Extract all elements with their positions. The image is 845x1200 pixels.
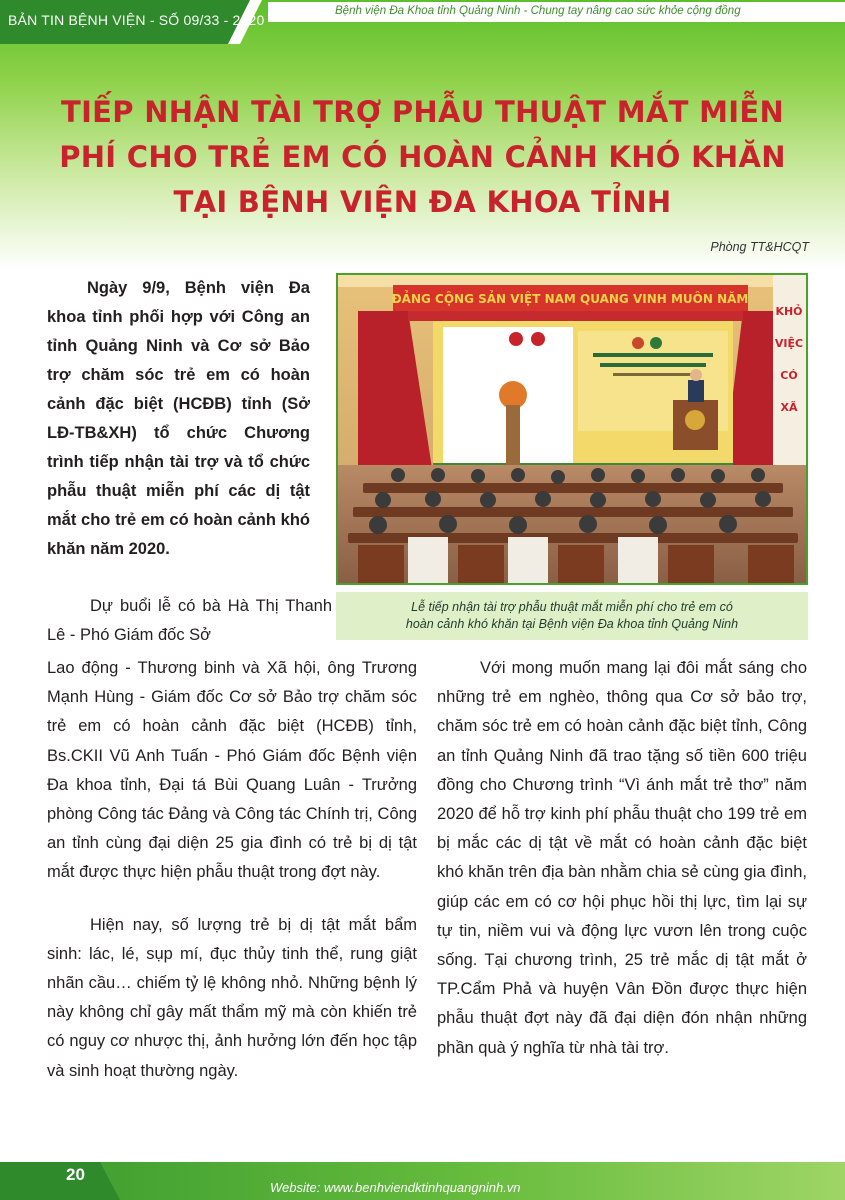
footer-website: Website: www.benhviendktinhquangninh.vn: [270, 1180, 521, 1195]
caption-line-2: hoàn cảnh khó khăn tại Bệnh viện Đa khoa tỉnh Quảng Ninh: [405, 617, 739, 631]
paragraph-1-continued: Lao động - Thương binh và Xã hội, ông Trương Mạnh Hùng - Giám đốc Cơ sở Bảo trợ chăm sóc trẻ em có hoàn cảnh đặc biệt (HCĐB) tỉnh, Bs.CKII Vũ Anh Tuấn - Phó Giám đốc Bệnh viện Đa khoa tỉnh, Đại tá Bùi Quang Luân - Trưởng phòng Công tác Đảng và Công tác Chính trị, Công an tỉnh cùng đại diện 25 gia đình có trẻ bị dị tật mắt được thực hiện phẫu thuật trong đợt này.: [47, 659, 417, 882]
paragraph-1-start: Dự buổi lễ có bà Hà Thị Thanh Lê - Phó Giám đốc Sở: [47, 597, 332, 644]
article-lead: Ngày 9/9, Bệnh viện Đa khoa tỉnh phối hợp với Công an tỉnh Quảng Ninh và Cơ sở Bảo trợ chăm sóc trẻ em có hoàn cảnh đặc biệt (HCĐB) tỉnh (Sở LĐ-TB&XH) tổ chức Chương trình tiếp nhận tài trợ và tổ chức phẫu thuật miễn phí các dị tật mắt cho trẻ em có hoàn cảnh khó khăn năm 2020.: [47, 279, 310, 558]
photo-banner-text: ĐẢNG CỘNG SẢN VIỆT NAM QUANG VINH MUÔN NĂM: [391, 292, 749, 306]
article-byline: Phòng TT&HCQT: [710, 240, 809, 254]
header-tagline: Bệnh viện Đa Khoa tỉnh Quảng Ninh - Chung tay nâng cao sức khỏe cộng đồng: [335, 5, 741, 17]
page-number: 20: [66, 1165, 85, 1184]
event-photo-illustration: [338, 275, 806, 583]
paragraph-3: Với mong muốn mang lại đôi mắt sáng cho những trẻ em nghèo, thông qua Cơ sở bảo trợ, chăm sóc trẻ em có hoàn cảnh đặc biệt tỉnh, Công an tỉnh Quảng Ninh đã trao tặng số tiền 600 triệu đồng cho Chương trình “Vì ánh mắt trẻ thơ” năm 2020 để hỗ trợ kinh phí phẫu thuật cho 199 trẻ em bị mắc các dị tật về mắt có hoàn cảnh đặc biệt khó khăn trên địa bàn nhằm chia sẻ cùng gia đình, giúp các em có cơ hội phục hồi thị lực, tìm lại sự tự tin, niềm vui và động lực vươn lên trong cuộc sống. Tại chương trình, 25 trẻ mắc dị tật mắt ở TP.Cẩm Phả và huyện Vân Đồn được thực hiện phẫu thuật đợt này đã đại diện đón nhận những phần quà ý nghĩa từ nhà tài trợ.: [437, 659, 807, 1057]
photo-side-banner: KHỎ VIỆC CÓ XÃ: [774, 305, 804, 414]
caption-line-1: Lễ tiếp nhận tài trợ phẫu thuật mắt miễn phí cho trẻ em có: [411, 600, 733, 614]
left-column: [47, 654, 417, 1086]
article-title: [30, 90, 815, 225]
photo-caption: [336, 592, 808, 640]
right-column: [437, 654, 807, 1063]
event-photo: [336, 273, 808, 585]
title-line-3: TẠI BỆNH VIỆN ĐA KHOA TỈNH: [173, 185, 672, 219]
issue-label: BẢN TIN BỆNH VIỆN - SỐ 09/33 - 2020: [8, 12, 265, 28]
title-line-1: TIẾP NHẬN TÀI TRỢ PHẪU THUẬT MẮT MIỄN: [60, 95, 785, 129]
paragraph-2: Hiện nay, số lượng trẻ bị dị tật mắt bẩm sinh: lác, lé, sụp mí, đục thủy tinh thể, rung giật nhãn cầu… chiếm tỷ lệ không nhỏ. Những bệnh lý này không chỉ gây mất thẩm mỹ mà còn khiến trẻ có nguy cơ nhược thị, ảnh hưởng lớn đến học tập và sinh hoạt thường ngày.: [47, 915, 417, 1080]
page-number-tab: [0, 1162, 120, 1200]
title-line-2: PHÍ CHO TRẺ EM CÓ HOÀN CẢNH KHÓ KHĂN: [59, 140, 786, 174]
